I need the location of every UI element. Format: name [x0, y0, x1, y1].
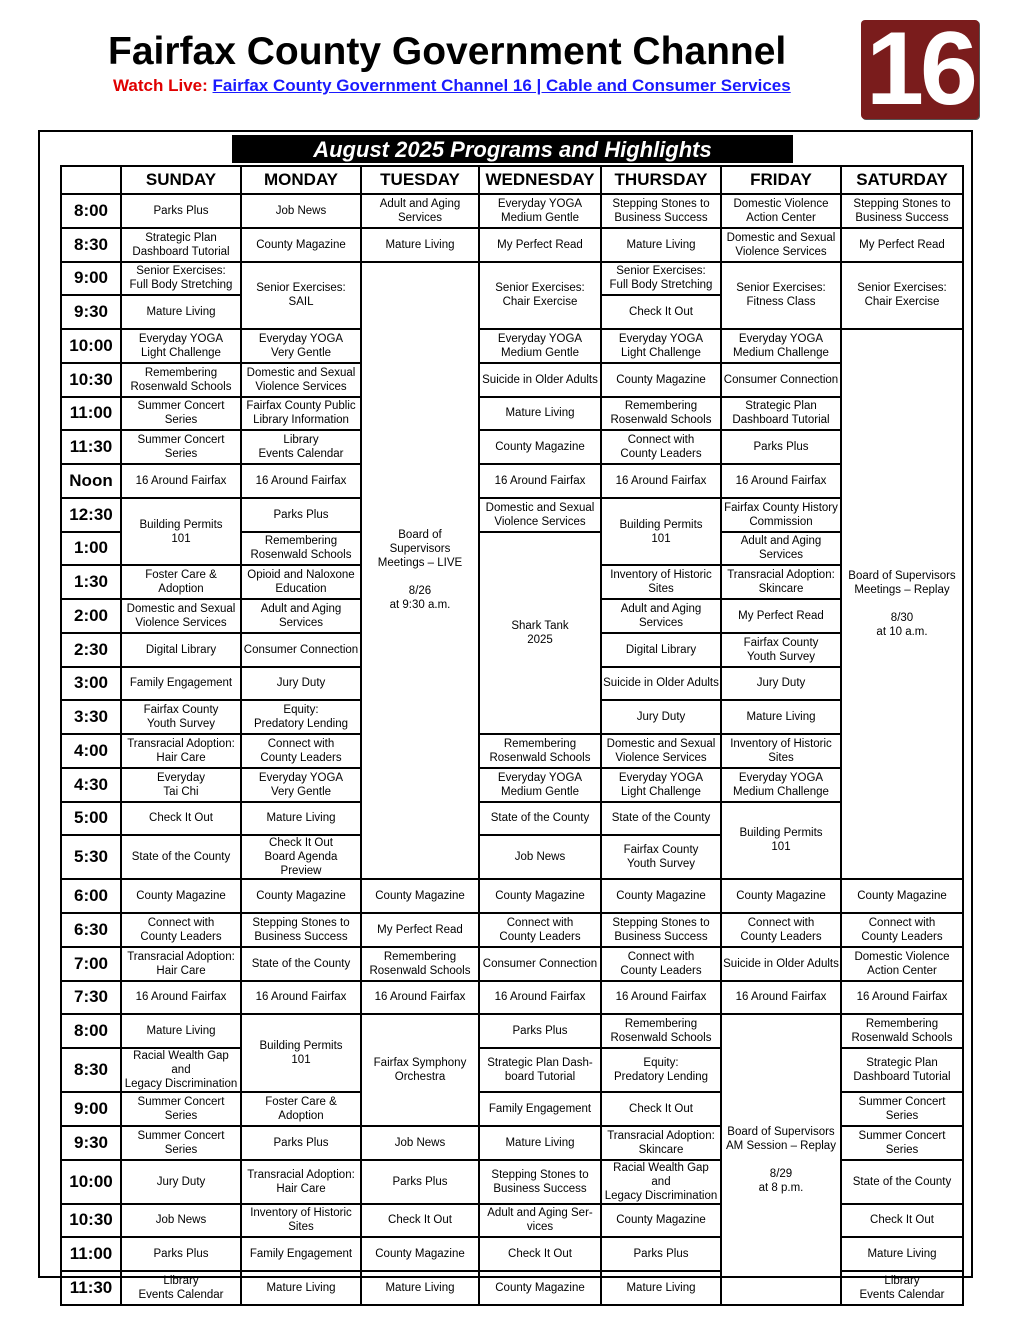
program-cell: Parks Plus [241, 498, 361, 532]
program-cell: 16 Around Fairfax [601, 464, 721, 498]
time-slot-label: 5:00 [61, 802, 121, 836]
program-cell: Domestic Violence Action Center [841, 947, 963, 981]
program-cell: Mature Living [479, 1126, 601, 1160]
program-cell: Adult and Aging Services [601, 599, 721, 633]
program-cell: Mature Living [601, 1271, 721, 1305]
program-cell: Connect with County Leaders [601, 430, 721, 464]
program-cell: Transracial Adoption: Hair Care [121, 947, 241, 981]
program-cell: Domestic and Sexual Violence Services [241, 363, 361, 397]
program-cell: Strategic Plan Dashboard Tutorial [721, 397, 841, 431]
program-cell: Library Events Calendar [841, 1271, 963, 1305]
program-cell: County Magazine [361, 879, 479, 913]
program-cell: Opioid and Naloxone Education [241, 565, 361, 599]
program-cell: County Magazine [601, 363, 721, 397]
watch-live-link[interactable]: Fairfax County Government Channel 16 | Cable and Consumer Services [212, 76, 791, 95]
program-cell: Stepping Stones to Business Success [601, 913, 721, 947]
time-slot-label: 4:30 [61, 768, 121, 802]
program-cell: Foster Care & Adoption [121, 565, 241, 599]
program-cell: Connect with County Leaders [841, 913, 963, 947]
program-cell: County Magazine [479, 430, 601, 464]
program-cell: Shark Tank 2025 [479, 532, 601, 735]
program-cell: Job News [121, 1204, 241, 1238]
day-header-wednesday: WEDNESDAY [479, 166, 601, 194]
program-cell: Everyday YOGA Light Challenge [601, 329, 721, 363]
program-cell: Mature Living [121, 295, 241, 329]
time-row [61, 981, 963, 1015]
time-row [61, 262, 963, 296]
time-row [61, 879, 963, 913]
program-cell: 16 Around Fairfax [841, 981, 963, 1015]
time-slot-label: 8:30 [61, 228, 121, 262]
watch-live-line [113, 76, 791, 96]
time-slot-label: 11:00 [61, 1237, 121, 1271]
time-slot-label: 9:00 [61, 1092, 121, 1126]
program-cell: County Magazine [601, 879, 721, 913]
program-cell: Senior Exercises: Chair Exercise [841, 262, 963, 330]
program-cell: Board of Supervisors Meetings – LIVE 8/26 at 9:30 a.m. [361, 262, 479, 880]
time-slot-label: 7:00 [61, 947, 121, 981]
time-slot-label: 7:30 [61, 981, 121, 1015]
program-cell: Family Engagement [121, 667, 241, 701]
program-cell: Adult and Aging Services [361, 194, 479, 228]
program-cell: 16 Around Fairfax [479, 464, 601, 498]
program-cell: Everyday YOGA Medium Challenge [721, 768, 841, 802]
program-cell: Transracial Adoption: Skincare [601, 1126, 721, 1160]
time-slot-label: 9:30 [61, 295, 121, 329]
time-slot-label: 8:00 [61, 194, 121, 228]
time-slot-label: 10:00 [61, 1160, 121, 1204]
program-cell: Mature Living [121, 1014, 241, 1048]
program-cell: Everyday YOGA Medium Challenge [721, 329, 841, 363]
program-cell: Remembering Rosenwald Schools [601, 1014, 721, 1048]
program-cell: Parks Plus [361, 1160, 479, 1204]
program-cell: Racial Wealth Gap and Legacy Discrimination [601, 1160, 721, 1204]
program-cell: Connect with County Leaders [721, 913, 841, 947]
program-cell: Building Permits 101 [121, 498, 241, 566]
program-cell: Everyday YOGA Medium Gentle [479, 768, 601, 802]
day-header-friday: FRIDAY [721, 166, 841, 194]
program-cell: County Magazine [361, 1237, 479, 1271]
program-cell: County Magazine [841, 879, 963, 913]
program-cell: Strategic Plan Dashboard Tutorial [841, 1048, 963, 1092]
time-slot-label: 2:00 [61, 599, 121, 633]
time-row [61, 498, 963, 532]
program-cell: Mature Living [721, 700, 841, 734]
program-cell: Building Permits 101 [721, 802, 841, 880]
program-cell: Parks Plus [121, 1237, 241, 1271]
program-cell: Jury Duty [121, 1160, 241, 1204]
program-cell: Consumer Connection [241, 633, 361, 667]
program-cell: Building Permits 101 [241, 1014, 361, 1092]
program-cell: Suicide in Older Adults [721, 947, 841, 981]
program-cell: Equity: Predatory Lending [241, 700, 361, 734]
program-cell: County Magazine [121, 879, 241, 913]
program-cell: 16 Around Fairfax [601, 981, 721, 1015]
time-slot-label: 6:30 [61, 913, 121, 947]
program-cell: Domestic and Sexual Violence Services [601, 734, 721, 768]
program-cell: Check It Out [479, 1237, 601, 1271]
program-cell: Connect with County Leaders [479, 913, 601, 947]
time-row [61, 430, 963, 464]
program-cell: Board of Supervisors Meetings – Replay 8/30 at 10 a.m. [841, 329, 963, 879]
program-cell: Family Engagement [241, 1237, 361, 1271]
program-cell: County Magazine [479, 879, 601, 913]
schedule-table [60, 165, 964, 1306]
time-row [61, 194, 963, 228]
program-cell: Stepping Stones to Business Success [841, 194, 963, 228]
program-cell: Board of Supervisors AM Session – Replay 8/29 at 8 p.m. [721, 1014, 841, 1305]
time-row [61, 947, 963, 981]
program-cell: Fairfax County History Commission [721, 498, 841, 532]
day-header-monday: MONDAY [241, 166, 361, 194]
program-cell: Summer Concert Series [121, 1126, 241, 1160]
program-cell: Fairfax County Youth Survey [121, 700, 241, 734]
time-slot-label: 11:30 [61, 430, 121, 464]
logo-text: 16 [866, 11, 974, 127]
program-cell: Everyday YOGA Very Gentle [241, 768, 361, 802]
program-cell: Parks Plus [479, 1014, 601, 1048]
program-cell: Senior Exercises: Full Body Stretching [601, 262, 721, 296]
program-cell: County Magazine [721, 879, 841, 913]
program-cell: Check It Out Board Agenda Preview [241, 835, 361, 879]
program-cell: Check It Out [601, 1092, 721, 1126]
time-slot-label: 5:30 [61, 835, 121, 879]
program-cell: Mature Living [241, 1271, 361, 1305]
program-cell: Connect with County Leaders [241, 734, 361, 768]
time-slot-label: 4:00 [61, 734, 121, 768]
time-slot-label: 10:00 [61, 329, 121, 363]
program-cell: 16 Around Fairfax [241, 464, 361, 498]
time-row [61, 228, 963, 262]
program-cell: Jury Duty [601, 700, 721, 734]
program-cell: Senior Exercises: Fitness Class [721, 262, 841, 330]
program-cell: Transracial Adoption: Hair Care [241, 1160, 361, 1204]
time-slot-label: 9:30 [61, 1126, 121, 1160]
program-cell: Mature Living [361, 228, 479, 262]
time-row [61, 397, 963, 431]
program-cell: Senior Exercises: SAIL [241, 262, 361, 330]
program-cell: Remembering Rosenwald Schools [601, 397, 721, 431]
program-cell: Jury Duty [721, 667, 841, 701]
program-cell: Stepping Stones to Business Success [601, 194, 721, 228]
program-cell: Summer Concert Series [121, 430, 241, 464]
program-cell: 16 Around Fairfax [121, 981, 241, 1015]
time-row [61, 329, 963, 363]
program-cell: County Magazine [479, 1271, 601, 1305]
program-cell: Transracial Adoption: Skincare [721, 565, 841, 599]
program-cell: State of the County [601, 802, 721, 836]
program-cell: 16 Around Fairfax [361, 981, 479, 1015]
time-slot-label: Noon [61, 464, 121, 498]
program-cell: Consumer Connection [721, 363, 841, 397]
program-cell: Adult and Aging Services [241, 599, 361, 633]
program-cell: Transracial Adoption: Hair Care [121, 734, 241, 768]
time-slot-label: 3:00 [61, 667, 121, 701]
program-cell: 16 Around Fairfax [479, 981, 601, 1015]
day-header-sunday: SUNDAY [121, 166, 241, 194]
program-cell: Strategic Plan Dash- board Tutorial [479, 1048, 601, 1092]
program-cell: Job News [241, 194, 361, 228]
schedule-banner: August 2025 Programs and Highlights [232, 135, 793, 163]
program-cell: Senior Exercises: Full Body Stretching [121, 262, 241, 296]
program-cell: Stepping Stones to Business Success [241, 913, 361, 947]
time-slot-label: 11:00 [61, 397, 121, 431]
program-cell: Job News [479, 835, 601, 879]
program-cell: Everyday Tai Chi [121, 768, 241, 802]
program-cell: Fairfax County Public Library Information [241, 397, 361, 431]
program-cell: 16 Around Fairfax [241, 981, 361, 1015]
program-cell: Digital Library [121, 633, 241, 667]
time-row [61, 802, 963, 836]
channel-16-logo [861, 11, 979, 127]
program-cell: Parks Plus [121, 194, 241, 228]
time-slot-label: 12:30 [61, 498, 121, 532]
program-cell: Foster Care & Adoption [241, 1092, 361, 1126]
program-cell: Summer Concert Series [841, 1126, 963, 1160]
program-cell: Remembering Rosenwald Schools [361, 947, 479, 981]
program-cell: Strategic Plan Dashboard Tutorial [121, 228, 241, 262]
program-cell: 16 Around Fairfax [721, 464, 841, 498]
program-cell: Inventory of Historic Sites [601, 565, 721, 599]
day-header-row [61, 166, 963, 194]
program-cell: Parks Plus [601, 1237, 721, 1271]
program-cell: Parks Plus [241, 1126, 361, 1160]
time-slot-label: 1:00 [61, 532, 121, 566]
time-slot-label: 1:30 [61, 565, 121, 599]
program-cell: Suicide in Older Adults [601, 667, 721, 701]
program-cell: Everyday YOGA Light Challenge [121, 329, 241, 363]
program-cell: Everyday YOGA Very Gentle [241, 329, 361, 363]
program-cell: 16 Around Fairfax [121, 464, 241, 498]
time-row [61, 464, 963, 498]
program-cell: Fairfax County Youth Survey [601, 835, 721, 879]
program-cell: Adult and Aging Services [721, 532, 841, 566]
program-cell: State of the County [121, 835, 241, 879]
program-cell: County Magazine [601, 1204, 721, 1238]
time-slot-label: 6:00 [61, 879, 121, 913]
program-cell: Connect with County Leaders [601, 947, 721, 981]
program-cell: Mature Living [241, 802, 361, 836]
time-slot-label: 3:30 [61, 700, 121, 734]
program-cell: Stepping Stones to Business Success [479, 1160, 601, 1204]
program-cell: County Magazine [241, 228, 361, 262]
program-cell: Adult and Aging Ser- vices [479, 1204, 601, 1238]
program-cell: Fairfax County Youth Survey [721, 633, 841, 667]
day-header-thursday: THURSDAY [601, 166, 721, 194]
program-cell: Domestic and Sexual Violence Services [121, 599, 241, 633]
time-slot-label: 11:30 [61, 1271, 121, 1305]
day-header-saturday: SATURDAY [841, 166, 963, 194]
program-cell: Jury Duty [241, 667, 361, 701]
program-cell: Suicide in Older Adults [479, 363, 601, 397]
program-cell: Mature Living [601, 228, 721, 262]
program-cell: Mature Living [479, 397, 601, 431]
time-row [61, 768, 963, 802]
program-cell: Mature Living [361, 1271, 479, 1305]
program-cell: Consumer Connection [479, 947, 601, 981]
program-cell: Family Engagement [479, 1092, 601, 1126]
time-slot-label: 9:00 [61, 262, 121, 296]
program-cell: Domestic Violence Action Center [721, 194, 841, 228]
time-row [61, 913, 963, 947]
program-cell: Job News [361, 1126, 479, 1160]
program-cell: Summer Concert Series [121, 1092, 241, 1126]
program-cell: Summer Concert Series [841, 1092, 963, 1126]
program-cell: State of the County [841, 1160, 963, 1204]
program-cell: Building Permits 101 [601, 498, 721, 566]
page-title: Fairfax County Government Channel [108, 30, 787, 73]
time-slot-label: 8:00 [61, 1014, 121, 1048]
program-cell: Check It Out [121, 802, 241, 836]
program-cell: My Perfect Read [479, 228, 601, 262]
program-cell: Senior Exercises: Chair Exercise [479, 262, 601, 330]
program-cell: Domestic and Sexual Violence Services [721, 228, 841, 262]
program-cell: Connect with County Leaders [121, 913, 241, 947]
time-slot-label: 2:30 [61, 633, 121, 667]
program-cell: Check It Out [601, 295, 721, 329]
time-slot-label: 10:30 [61, 363, 121, 397]
program-cell: My Perfect Read [841, 228, 963, 262]
corner-cell [61, 166, 121, 194]
program-cell: State of the County [241, 947, 361, 981]
program-cell: County Magazine [241, 879, 361, 913]
watch-live-label: Watch Live: [113, 76, 208, 95]
program-cell: Library Events Calendar [121, 1271, 241, 1305]
program-cell: Parks Plus [721, 430, 841, 464]
program-cell: Check It Out [361, 1204, 479, 1238]
schedule-body [61, 194, 963, 1305]
program-cell: Digital Library [601, 633, 721, 667]
time-slot-label: 8:30 [61, 1048, 121, 1092]
program-cell: Summer Concert Series [121, 397, 241, 431]
program-cell: Check It Out [841, 1204, 963, 1238]
program-cell: Everyday YOGA Medium Gentle [479, 329, 601, 363]
program-cell: Remembering Rosenwald Schools [121, 363, 241, 397]
program-cell: 16 Around Fairfax [721, 981, 841, 1015]
program-cell: Mature Living [841, 1237, 963, 1271]
program-cell: Inventory of Historic Sites [241, 1204, 361, 1238]
program-cell: Fairfax Symphony Orchestra [361, 1014, 479, 1126]
day-header-tuesday: TUESDAY [361, 166, 479, 194]
program-cell: State of the County [479, 802, 601, 836]
program-cell: My Perfect Read [721, 599, 841, 633]
program-cell: Remembering Rosenwald Schools [479, 734, 601, 768]
program-cell: Remembering Rosenwald Schools [841, 1014, 963, 1048]
program-cell: Remembering Rosenwald Schools [241, 532, 361, 566]
program-cell: Library Events Calendar [241, 430, 361, 464]
program-cell: Racial Wealth Gap and Legacy Discrimination [121, 1048, 241, 1092]
program-cell: Equity: Predatory Lending [601, 1048, 721, 1092]
program-cell: Inventory of Historic Sites [721, 734, 841, 768]
program-cell: Everyday YOGA Medium Gentle [479, 194, 601, 228]
program-cell: Everyday YOGA Light Challenge [601, 768, 721, 802]
program-cell: My Perfect Read [361, 913, 479, 947]
time-slot-label: 10:30 [61, 1204, 121, 1238]
program-cell: Domestic and Sexual Violence Services [479, 498, 601, 532]
time-row [61, 734, 963, 768]
time-row [61, 1014, 963, 1048]
time-row [61, 363, 963, 397]
